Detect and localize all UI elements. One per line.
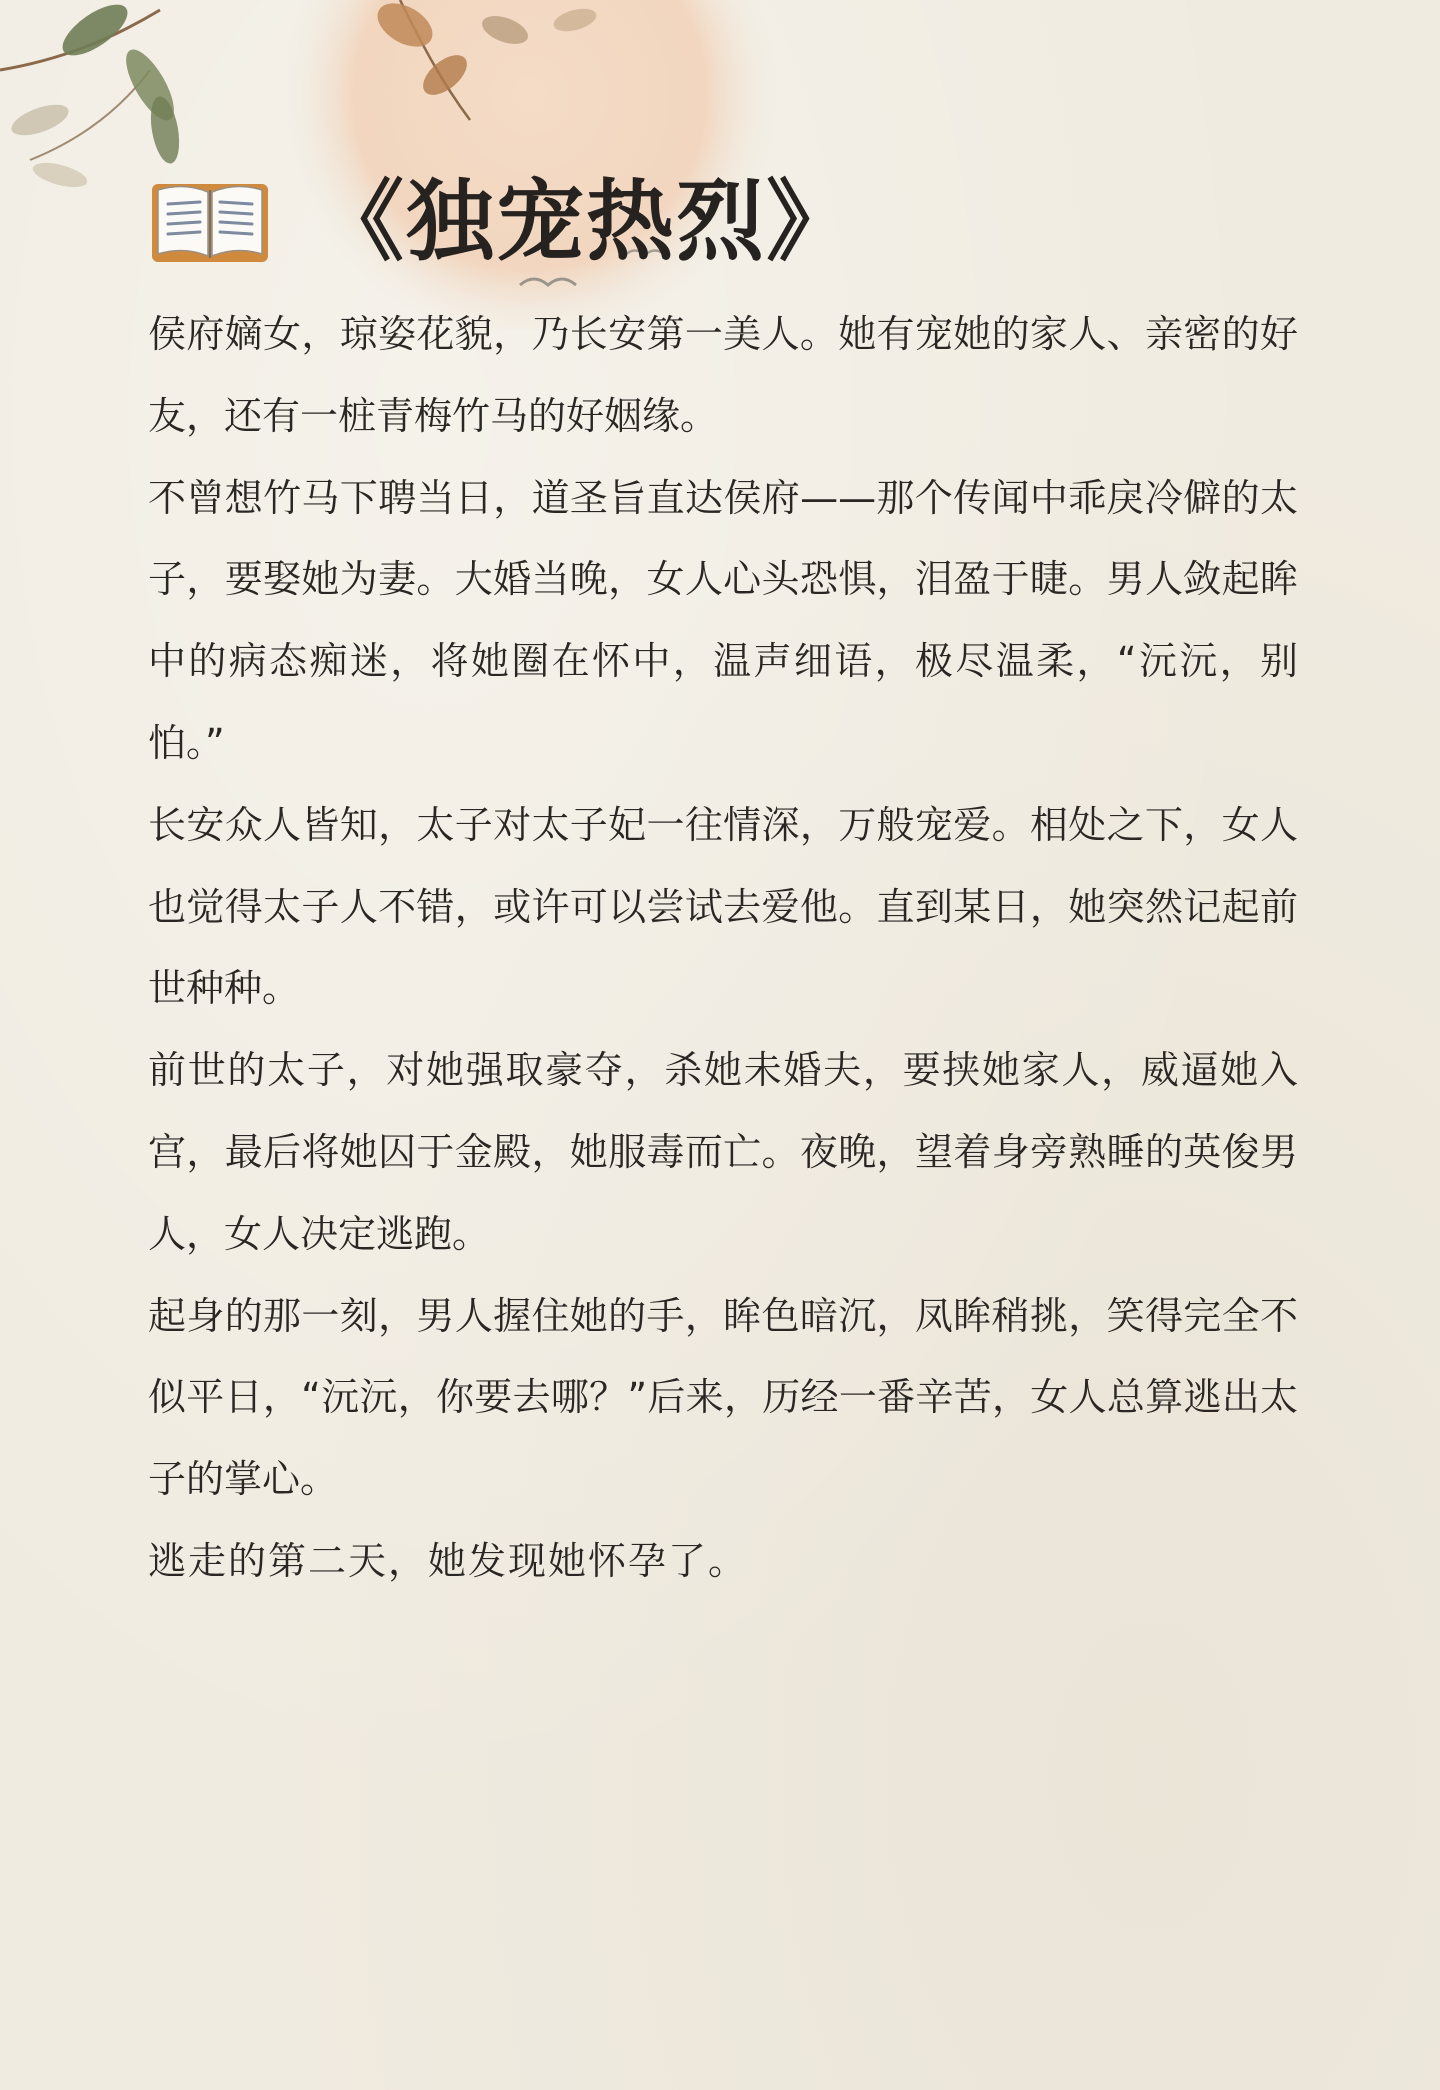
paragraph: 长安众人皆知，太子对太子妃一往情深，万般宠爱。相处之下，女人也觉得太子人不错，或许可以尝试去爱他。直到某日，她突然记起前世种种。	[148, 802, 1298, 1011]
title-row	[148, 168, 856, 276]
paragraph: 侯府嫡女，琼姿花貌，乃长安第一美人。她有宠她的家人、亲密的好友，还有一桩青梅竹马的好姻缘。	[148, 312, 1298, 438]
paragraph: 不曾想竹马下聘当日，道圣旨直达侯府——那个传闻中乖戾冷僻的太子，要娶她为妻。大婚当晚，女人心头恐惧，泪盈于睫。男人敛起眸中的病态痴迷，将她圈在怀中，温声细语，极尽温柔，“沅沅，别怕。”	[148, 475, 1298, 765]
open-book-icon	[148, 176, 272, 268]
paragraph: 起身的那一刻，男人握住她的手，眸色暗沉，凤眸稍挑，笑得完全不似平日，“沅沅，你要去哪？”后来，历经一番辛苦，女人总算逃出太子的掌心。	[148, 1293, 1298, 1502]
paragraph: 逃走的第二天，她发现她怀孕了。	[148, 1538, 749, 1583]
paragraph: 前世的太子，对她强取豪夺，杀她未婚夫，要挟她家人，威逼她入宫，最后将她囚于金殿，她服毒而亡。夜晚，望着身旁熟睡的英俊男人，女人决定逃跑。	[148, 1048, 1298, 1256]
synopsis-article	[148, 294, 1298, 1603]
page-title: 《独宠热烈》	[316, 170, 857, 273]
floral-decoration	[0, 0, 800, 330]
